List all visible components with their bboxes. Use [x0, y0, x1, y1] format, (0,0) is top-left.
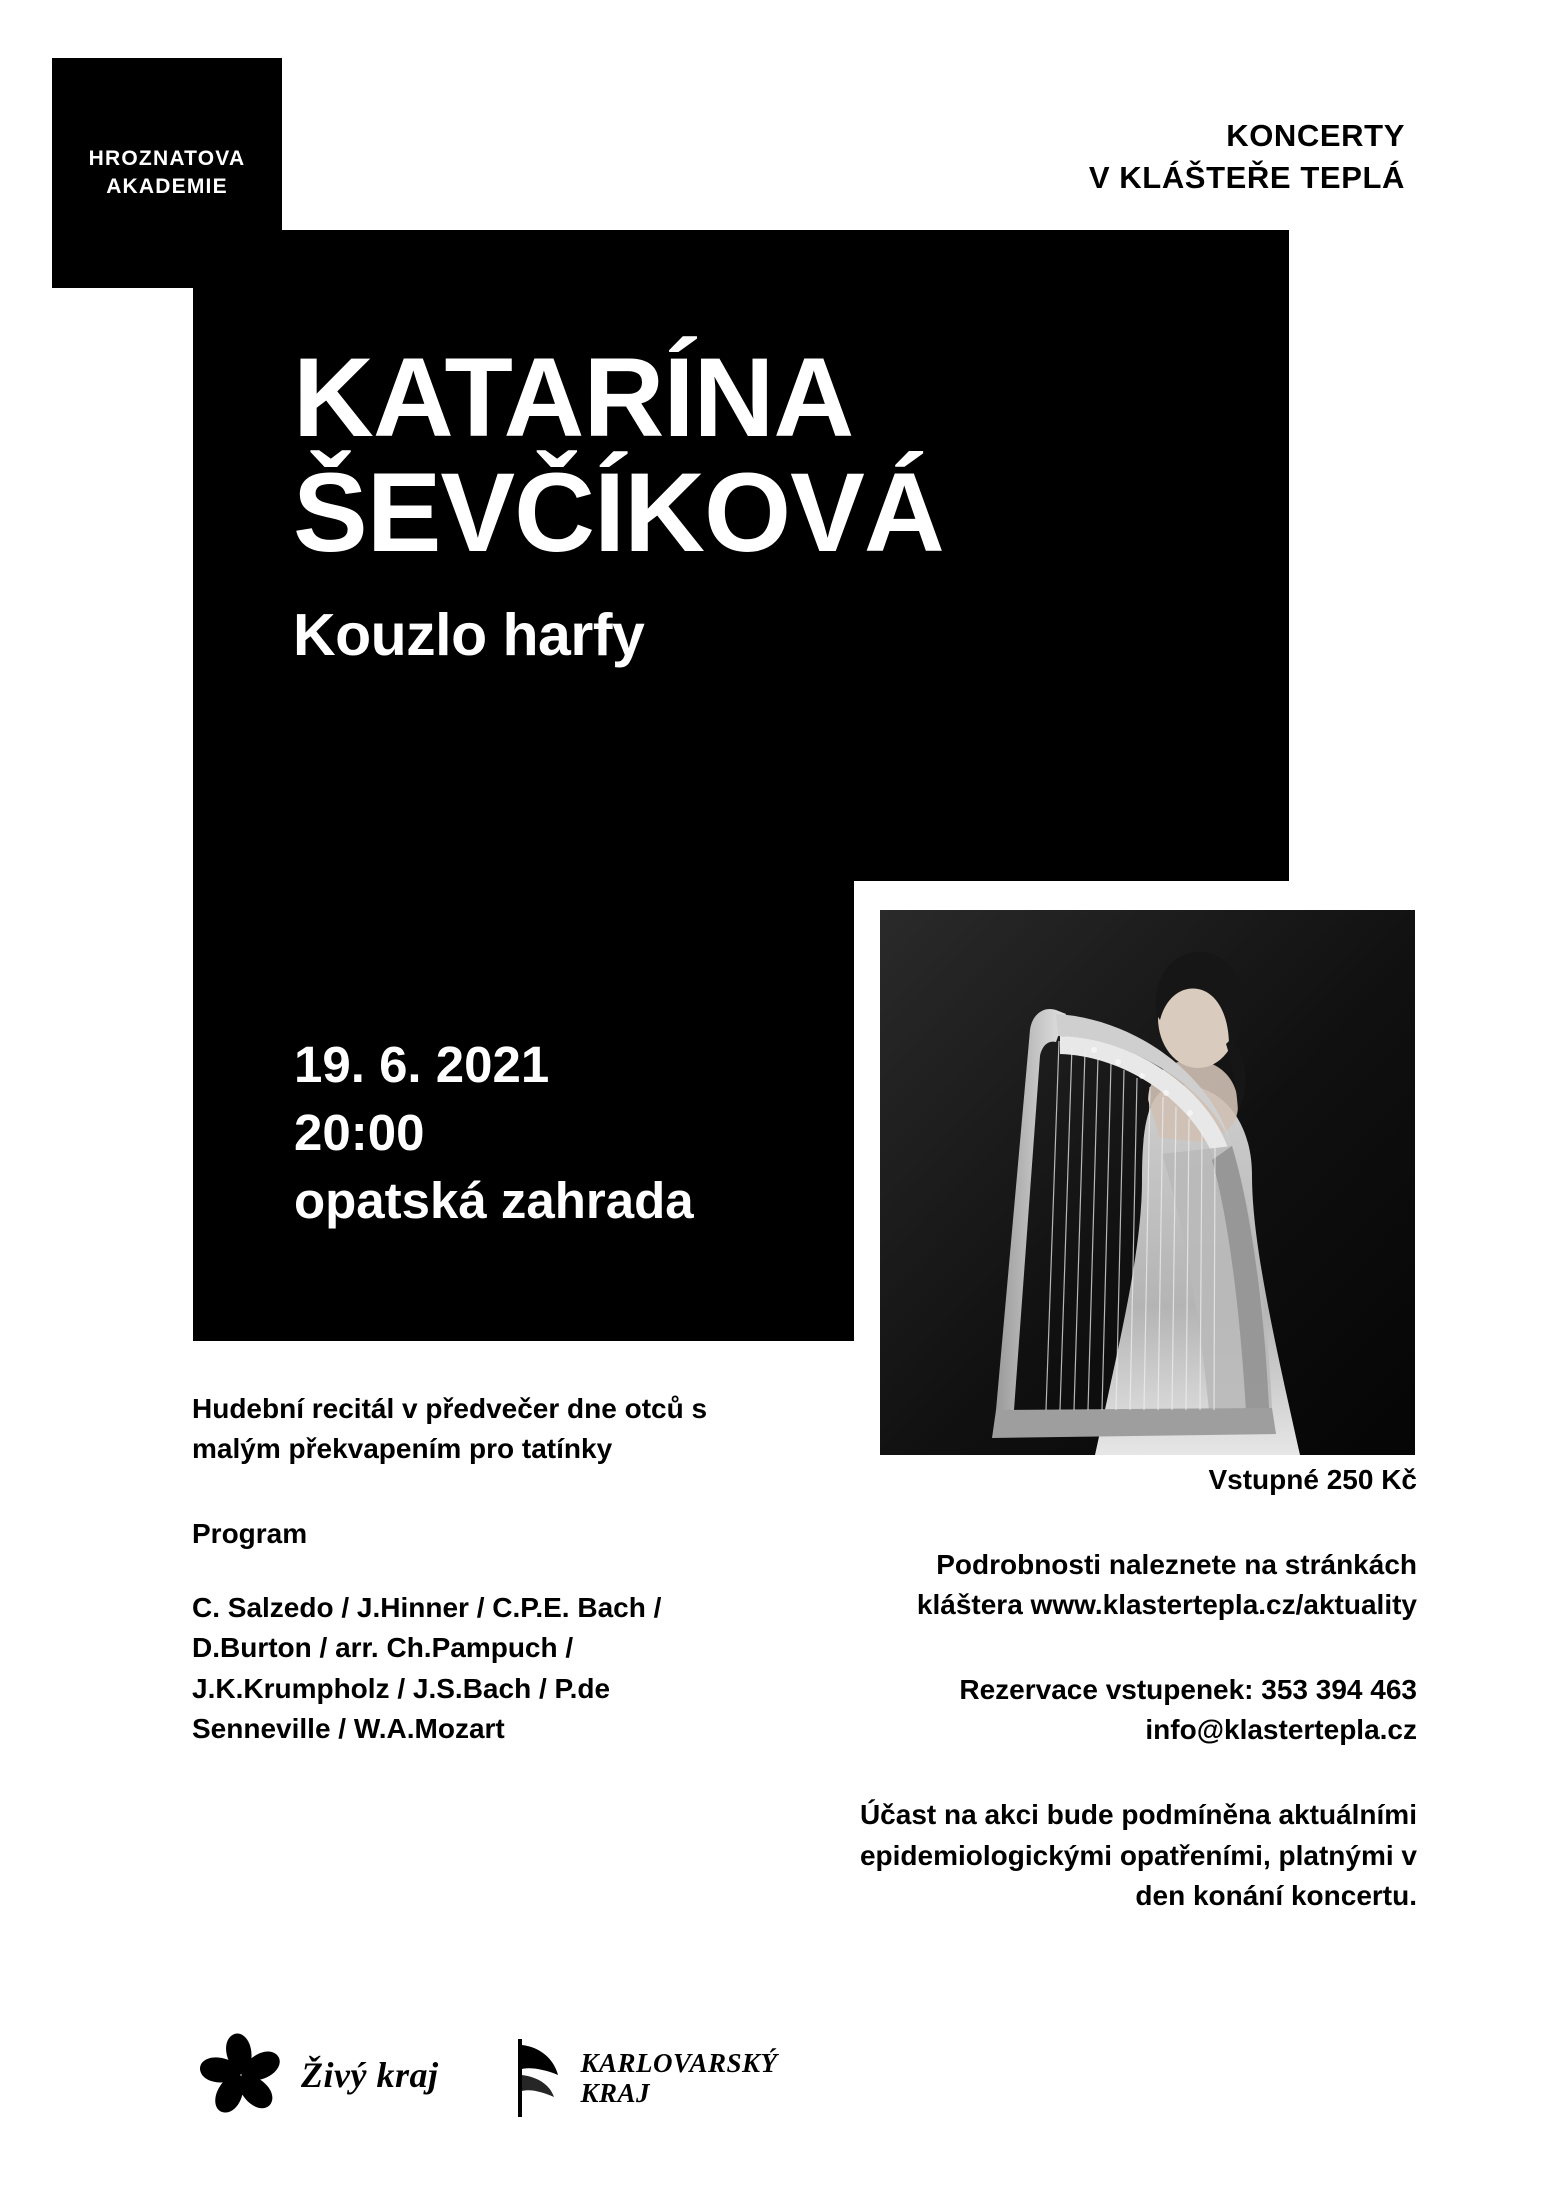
zivy-kraj-label: Živý kraj	[301, 2055, 439, 2095]
pinwheel-flower-icon	[195, 2029, 287, 2121]
header-series-title	[1089, 115, 1405, 199]
event-date: 19. 6. 2021	[294, 1036, 550, 1093]
artist-title	[293, 335, 1293, 669]
left-info-column	[192, 1389, 752, 1749]
zivy-kraj-logo	[195, 2029, 438, 2121]
logo-line-1: HROZNATOVA	[88, 146, 246, 170]
karlovarsky-line-1: KARLOVARSKÝ	[580, 2047, 778, 2078]
reservation-contact[interactable]: Rezervace vstupenek: 353 394 463 info@klastertepla.cz	[959, 1673, 1417, 1746]
event-time: 20:00	[294, 1103, 425, 1161]
artist-first-name: KATARÍNA	[293, 335, 854, 460]
event-details	[294, 1031, 694, 1234]
artist-last-name: ŠEVČÍKOVÁ	[293, 450, 944, 576]
concert-subtitle: Kouzlo harfy	[293, 601, 645, 668]
harpist-photo	[880, 910, 1415, 1455]
ticket-price: Vstupné 250 Kč	[1208, 1464, 1417, 1495]
details-link[interactable]: Podrobnosti naleznete na stránkách kláštera www.klastertepla.cz/aktuality	[916, 1548, 1417, 1621]
karlovarsky-line-2: KRAJ	[580, 2078, 650, 2108]
recital-description: Hudební recitál v předvečer dne otců s malým překvapením pro tatínky	[192, 1393, 708, 1465]
karlovarsky-kraj-logo	[510, 2035, 777, 2121]
harpist-photo-graphic	[880, 910, 1415, 1455]
karlovarsky-kraj-label	[580, 2048, 777, 2108]
program-heading: Program	[192, 1517, 308, 1549]
logo-line-2: AKADEMIE	[106, 175, 228, 198]
event-place: opatská zahrada	[294, 1171, 694, 1229]
header-line-1: KONCERTY	[1226, 118, 1405, 153]
covid-notice: Účast na akci bude podmíněna aktuálními epidemiologickými opatřeními, platnými v den konání koncertu.	[859, 1798, 1417, 1912]
right-info-column	[857, 1460, 1417, 1917]
karlovarsky-emblem-icon	[510, 2035, 570, 2121]
footer-logos	[195, 2029, 778, 2121]
header-line-2: V KLÁŠTEŘE TEPLÁ	[1088, 159, 1405, 195]
program-composers: C. Salzedo / J.Hinner / C.P.E. Bach / D.Burton / arr. Ch.Pampuch / J.K.Krumpholz / J.S.Bach / P.de Senneville / W.A.Mozart	[192, 1591, 662, 1744]
